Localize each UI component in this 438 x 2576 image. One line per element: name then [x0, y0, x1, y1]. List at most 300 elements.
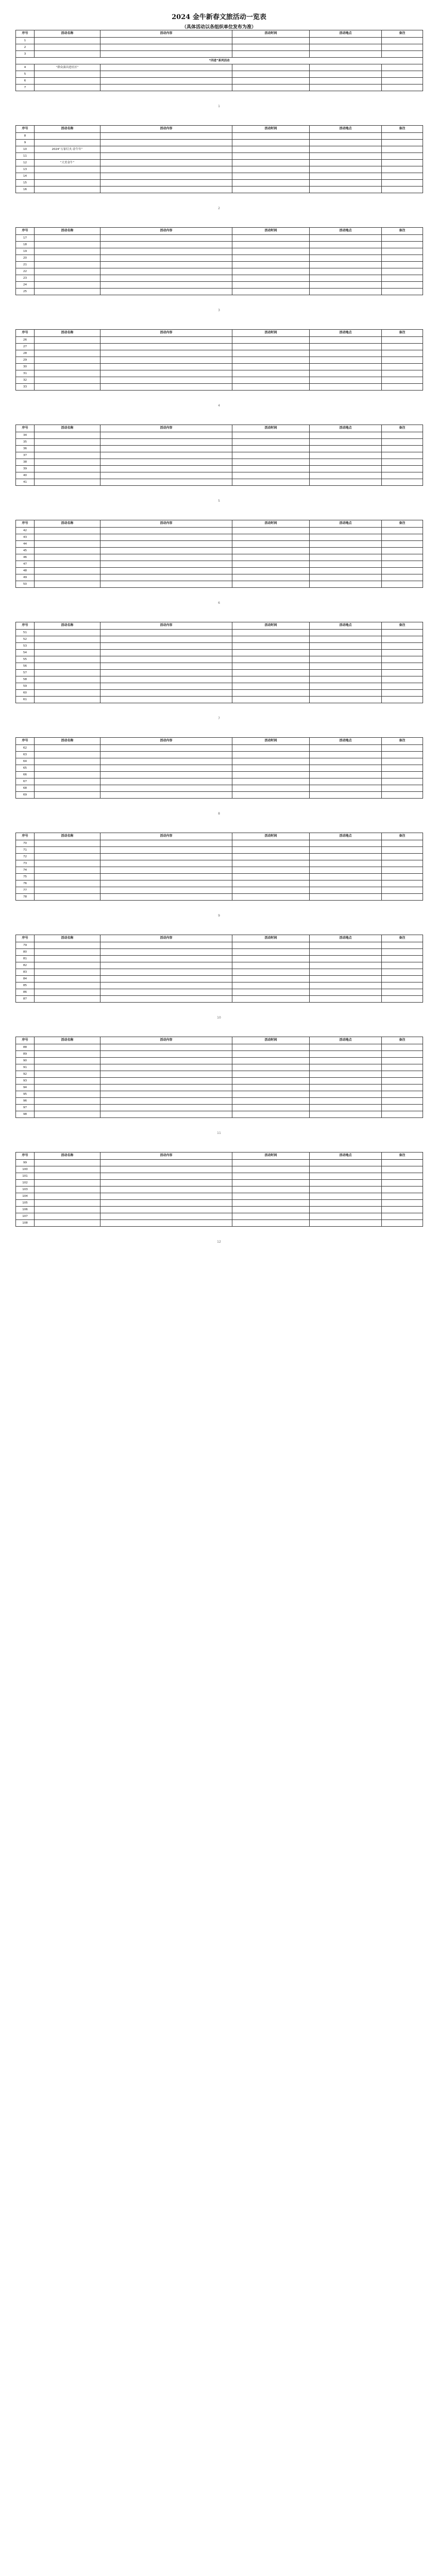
page-break: [15, 91, 423, 125]
time-cell: [232, 554, 310, 561]
location-cell: [310, 942, 382, 949]
table-row: [16, 133, 423, 140]
note-cell: [382, 867, 423, 874]
time-cell: [232, 581, 310, 588]
table-row: [16, 44, 423, 51]
table-header-row: [16, 126, 423, 133]
table-row: [16, 650, 423, 656]
location-cell: [310, 636, 382, 643]
note-cell: [382, 255, 423, 262]
time-cell: [232, 133, 310, 140]
note-cell: [382, 989, 423, 996]
location-cell: [310, 275, 382, 282]
location-cell: [310, 262, 382, 268]
name-cell: [35, 1166, 100, 1173]
note-cell: [382, 1193, 423, 1200]
note-cell: [382, 1207, 423, 1213]
time-cell: [232, 44, 310, 51]
content-cell: [100, 44, 232, 51]
note-cell: [382, 153, 423, 160]
name-cell: [35, 439, 100, 446]
location-cell: [310, 268, 382, 275]
index-cell: 95: [16, 1091, 35, 1098]
note-cell: [382, 962, 423, 969]
note-cell: [382, 752, 423, 758]
table-header-row: [16, 520, 423, 528]
note-cell: [382, 1044, 423, 1051]
time-cell: [232, 949, 310, 956]
table-row: [16, 676, 423, 683]
time-cell: [232, 1098, 310, 1105]
name-cell: [35, 956, 100, 962]
index-cell: 36: [16, 446, 35, 452]
time-cell: [232, 1044, 310, 1051]
index-cell: 27: [16, 344, 35, 350]
location-cell: [310, 439, 382, 446]
table-row: [16, 364, 423, 370]
name-cell: [35, 785, 100, 792]
name-cell: [35, 1160, 100, 1166]
time-cell: [232, 432, 310, 439]
name-cell: [35, 140, 100, 146]
location-cell: [310, 663, 382, 670]
content-cell: [100, 643, 232, 650]
content-cell: [100, 949, 232, 956]
note-cell: [382, 78, 423, 84]
table-row: [16, 344, 423, 350]
content-cell: [100, 867, 232, 874]
index-cell: 21: [16, 262, 35, 268]
index-cell: 84: [16, 976, 35, 982]
content-cell: [100, 166, 232, 173]
note-cell: [382, 894, 423, 901]
name-cell: [35, 1220, 100, 1227]
table-row: [16, 778, 423, 785]
content-cell: [100, 479, 232, 486]
name-cell: [35, 697, 100, 703]
note-cell: [382, 656, 423, 663]
table-row: [16, 84, 423, 91]
table-row: [16, 554, 423, 561]
note-cell: [382, 697, 423, 703]
index-cell: 47: [16, 561, 35, 568]
table-row: [16, 466, 423, 472]
note-cell: [382, 350, 423, 357]
name-cell: [35, 384, 100, 391]
index-cell: 92: [16, 1071, 35, 1078]
note-cell: [382, 479, 423, 486]
content-cell: [100, 1193, 232, 1200]
table-row: [16, 1098, 423, 1105]
content-cell: [100, 472, 232, 479]
index-cell: 102: [16, 1180, 35, 1187]
table-row: [16, 1091, 423, 1098]
column-header: 活动地点: [310, 738, 382, 745]
time-cell: [232, 255, 310, 262]
index-cell: 66: [16, 772, 35, 778]
column-header: 活动名称: [35, 738, 100, 745]
content-cell: [100, 140, 232, 146]
table-header-row: [16, 425, 423, 432]
document-header: [15, 0, 423, 30]
index-cell: 83: [16, 969, 35, 976]
note-cell: [382, 1051, 423, 1058]
note-cell: [382, 452, 423, 459]
location-cell: [310, 956, 382, 962]
time-cell: [232, 337, 310, 344]
index-cell: 101: [16, 1173, 35, 1180]
name-cell: [35, 1064, 100, 1071]
column-header: 活动内容: [100, 228, 232, 235]
time-cell: [232, 643, 310, 650]
name-cell: [35, 792, 100, 799]
time-cell: [232, 466, 310, 472]
time-cell: [232, 880, 310, 887]
table-row: [16, 792, 423, 799]
name-cell: [35, 344, 100, 350]
index-cell: 88: [16, 1044, 35, 1051]
page-number: 8: [218, 812, 220, 816]
time-cell: [232, 630, 310, 636]
note-cell: [382, 357, 423, 364]
table-header-row: [16, 935, 423, 942]
time-cell: [232, 1187, 310, 1193]
location-cell: [310, 1193, 382, 1200]
time-cell: [232, 548, 310, 554]
content-cell: [100, 568, 232, 574]
name-cell: [35, 758, 100, 765]
location-cell: [310, 989, 382, 996]
table-row: [16, 697, 423, 703]
table-row: [16, 350, 423, 357]
column-header: 序号: [16, 935, 35, 942]
location-cell: [310, 561, 382, 568]
note-cell: [382, 466, 423, 472]
note-cell: [382, 51, 423, 58]
page-number: 4: [218, 404, 220, 408]
table-header-row: [16, 1037, 423, 1044]
content-cell: [100, 758, 232, 765]
note-cell: [382, 84, 423, 91]
name-cell: [35, 554, 100, 561]
content-cell: [100, 1173, 232, 1180]
name-cell: [35, 643, 100, 650]
name-cell: [35, 255, 100, 262]
page-number: 7: [218, 717, 220, 720]
name-cell: [35, 561, 100, 568]
content-cell: [100, 235, 232, 242]
note-cell: [382, 1071, 423, 1078]
name-cell: [35, 534, 100, 541]
location-cell: [310, 337, 382, 344]
location-cell: [310, 676, 382, 683]
index-cell: 18: [16, 242, 35, 248]
table-header-row: [16, 30, 423, 38]
time-cell: [232, 976, 310, 982]
note-cell: [382, 690, 423, 697]
location-cell: [310, 1180, 382, 1187]
index-cell: 9: [16, 140, 35, 146]
name-cell: [35, 350, 100, 357]
index-cell: 79: [16, 942, 35, 949]
page-number: 2: [218, 207, 220, 210]
column-header: 活动名称: [35, 126, 100, 133]
content-cell: [100, 670, 232, 676]
note-cell: [382, 949, 423, 956]
index-cell: 104: [16, 1193, 35, 1200]
name-cell: [35, 1200, 100, 1207]
location-cell: [310, 472, 382, 479]
table-row: [16, 1105, 423, 1111]
time-cell: [232, 1105, 310, 1111]
name-cell: [35, 337, 100, 344]
time-cell: [232, 778, 310, 785]
note-cell: [382, 140, 423, 146]
index-cell: 19: [16, 248, 35, 255]
note-cell: [382, 187, 423, 193]
table-row: [16, 663, 423, 670]
page-number: 9: [218, 914, 220, 918]
activity-table: [15, 1152, 423, 1227]
location-cell: [310, 1173, 382, 1180]
location-cell: [310, 976, 382, 982]
content-cell: [100, 153, 232, 160]
time-cell: [232, 982, 310, 989]
location-cell: [310, 962, 382, 969]
name-cell: [35, 364, 100, 370]
note-cell: [382, 1064, 423, 1071]
content-cell: [100, 1160, 232, 1166]
name-cell: [35, 548, 100, 554]
table-row: [16, 956, 423, 962]
index-cell: 53: [16, 643, 35, 650]
index-cell: 31: [16, 370, 35, 377]
content-cell: [100, 1058, 232, 1064]
table-row: [16, 962, 423, 969]
table-row: [16, 1058, 423, 1064]
name-cell: [35, 289, 100, 295]
column-header: 活动地点: [310, 935, 382, 942]
time-cell: [232, 140, 310, 146]
content-cell: [100, 377, 232, 384]
index-cell: 59: [16, 683, 35, 690]
table-row: [16, 574, 423, 581]
time-cell: [232, 472, 310, 479]
page-break: [15, 391, 423, 425]
table-row: [16, 1207, 423, 1213]
note-cell: [382, 956, 423, 962]
index-cell: 7: [16, 84, 35, 91]
content-cell: [100, 962, 232, 969]
table-row: [16, 860, 423, 867]
table-row: [16, 1111, 423, 1118]
page-break: [15, 703, 423, 737]
location-cell: [310, 344, 382, 350]
name-cell: [35, 1084, 100, 1091]
location-cell: [310, 568, 382, 574]
index-cell: 64: [16, 758, 35, 765]
time-cell: [232, 377, 310, 384]
location-cell: [310, 1213, 382, 1220]
content-cell: [100, 78, 232, 84]
name-cell: “群众演出进社区”: [35, 64, 100, 71]
location-cell: [310, 133, 382, 140]
page-number: 10: [217, 1016, 221, 1020]
location-cell: [310, 630, 382, 636]
name-cell: [35, 867, 100, 874]
content-cell: [100, 1111, 232, 1118]
index-cell: 90: [16, 1058, 35, 1064]
table-row: [16, 160, 423, 166]
page-break: [15, 1118, 423, 1152]
note-cell: [382, 1187, 423, 1193]
content-cell: [100, 1084, 232, 1091]
time-cell: [232, 153, 310, 160]
activity-table: [15, 1037, 423, 1118]
page-break: [15, 486, 423, 520]
column-header: 序号: [16, 1037, 35, 1044]
name-cell: [35, 1105, 100, 1111]
time-cell: [232, 344, 310, 350]
time-cell: [232, 745, 310, 752]
location-cell: [310, 44, 382, 51]
note-cell: [382, 969, 423, 976]
index-cell: 73: [16, 860, 35, 867]
time-cell: [232, 752, 310, 758]
note-cell: [382, 636, 423, 643]
column-header: 活动地点: [310, 622, 382, 630]
time-cell: [232, 996, 310, 1003]
page-number: 6: [218, 601, 220, 605]
location-cell: [310, 364, 382, 370]
location-cell: [310, 670, 382, 676]
column-header: 序号: [16, 30, 35, 38]
table-row: [16, 1213, 423, 1220]
table-row: [16, 949, 423, 956]
content-cell: [100, 1207, 232, 1213]
time-cell: [232, 956, 310, 962]
note-cell: [382, 173, 423, 180]
time-cell: [232, 656, 310, 663]
location-cell: [310, 377, 382, 384]
content-cell: [100, 548, 232, 554]
time-cell: [232, 528, 310, 534]
table-row: [16, 996, 423, 1003]
content-cell: [100, 1187, 232, 1193]
index-cell: 41: [16, 479, 35, 486]
name-cell: [35, 357, 100, 364]
note-cell: [382, 778, 423, 785]
table-row: [16, 187, 423, 193]
name-cell: [35, 153, 100, 160]
content-cell: [100, 894, 232, 901]
index-cell: 25: [16, 289, 35, 295]
content-cell: [100, 1044, 232, 1051]
activity-table: [15, 520, 423, 588]
location-cell: [310, 745, 382, 752]
content-cell: [100, 630, 232, 636]
note-cell: [382, 581, 423, 588]
table-row: [16, 432, 423, 439]
name-cell: [35, 683, 100, 690]
index-cell: 75: [16, 874, 35, 880]
table-row: [16, 982, 423, 989]
name-cell: [35, 1173, 100, 1180]
index-cell: 97: [16, 1105, 35, 1111]
index-cell: 103: [16, 1187, 35, 1193]
column-header: 活动时间: [232, 935, 310, 942]
table-row: [16, 452, 423, 459]
table-row: [16, 887, 423, 894]
column-header: 活动时间: [232, 738, 310, 745]
column-header: 备注: [382, 330, 423, 337]
index-cell: 62: [16, 745, 35, 752]
table-row: [16, 446, 423, 452]
index-cell: 76: [16, 880, 35, 887]
note-cell: [382, 364, 423, 370]
note-cell: [382, 1105, 423, 1111]
table-row: [16, 1078, 423, 1084]
name-cell: [35, 187, 100, 193]
index-cell: 37: [16, 452, 35, 459]
table-row: [16, 357, 423, 364]
index-cell: 93: [16, 1078, 35, 1084]
name-cell: [35, 969, 100, 976]
note-cell: [382, 248, 423, 255]
time-cell: [232, 1084, 310, 1091]
name-cell: [35, 1078, 100, 1084]
table-row: [16, 140, 423, 146]
time-cell: [232, 568, 310, 574]
index-cell: 57: [16, 670, 35, 676]
index-cell: 11: [16, 153, 35, 160]
table-row: [16, 880, 423, 887]
content-cell: [100, 242, 232, 248]
name-cell: [35, 976, 100, 982]
index-cell: 35: [16, 439, 35, 446]
index-cell: 4: [16, 64, 35, 71]
index-cell: 65: [16, 765, 35, 772]
note-cell: [382, 1200, 423, 1207]
note-cell: [382, 528, 423, 534]
index-cell: 71: [16, 847, 35, 854]
column-header: 活动内容: [100, 622, 232, 630]
location-cell: [310, 432, 382, 439]
note-cell: [382, 887, 423, 894]
table-row: [16, 377, 423, 384]
location-cell: [310, 785, 382, 792]
index-cell: 10: [16, 146, 35, 153]
location-cell: [310, 690, 382, 697]
column-header: 序号: [16, 425, 35, 432]
content-cell: [100, 778, 232, 785]
content-cell: [100, 160, 232, 166]
time-cell: [232, 268, 310, 275]
content-cell: [100, 860, 232, 867]
name-cell: [35, 370, 100, 377]
column-header: 活动时间: [232, 520, 310, 528]
location-cell: [310, 459, 382, 466]
table-row: [16, 636, 423, 643]
time-cell: [232, 541, 310, 548]
index-cell: 45: [16, 548, 35, 554]
page-number: 3: [218, 309, 220, 312]
name-cell: [35, 248, 100, 255]
name-cell: [35, 275, 100, 282]
table-pages: [15, 30, 423, 1261]
content-cell: [100, 982, 232, 989]
activity-table: [15, 833, 423, 901]
